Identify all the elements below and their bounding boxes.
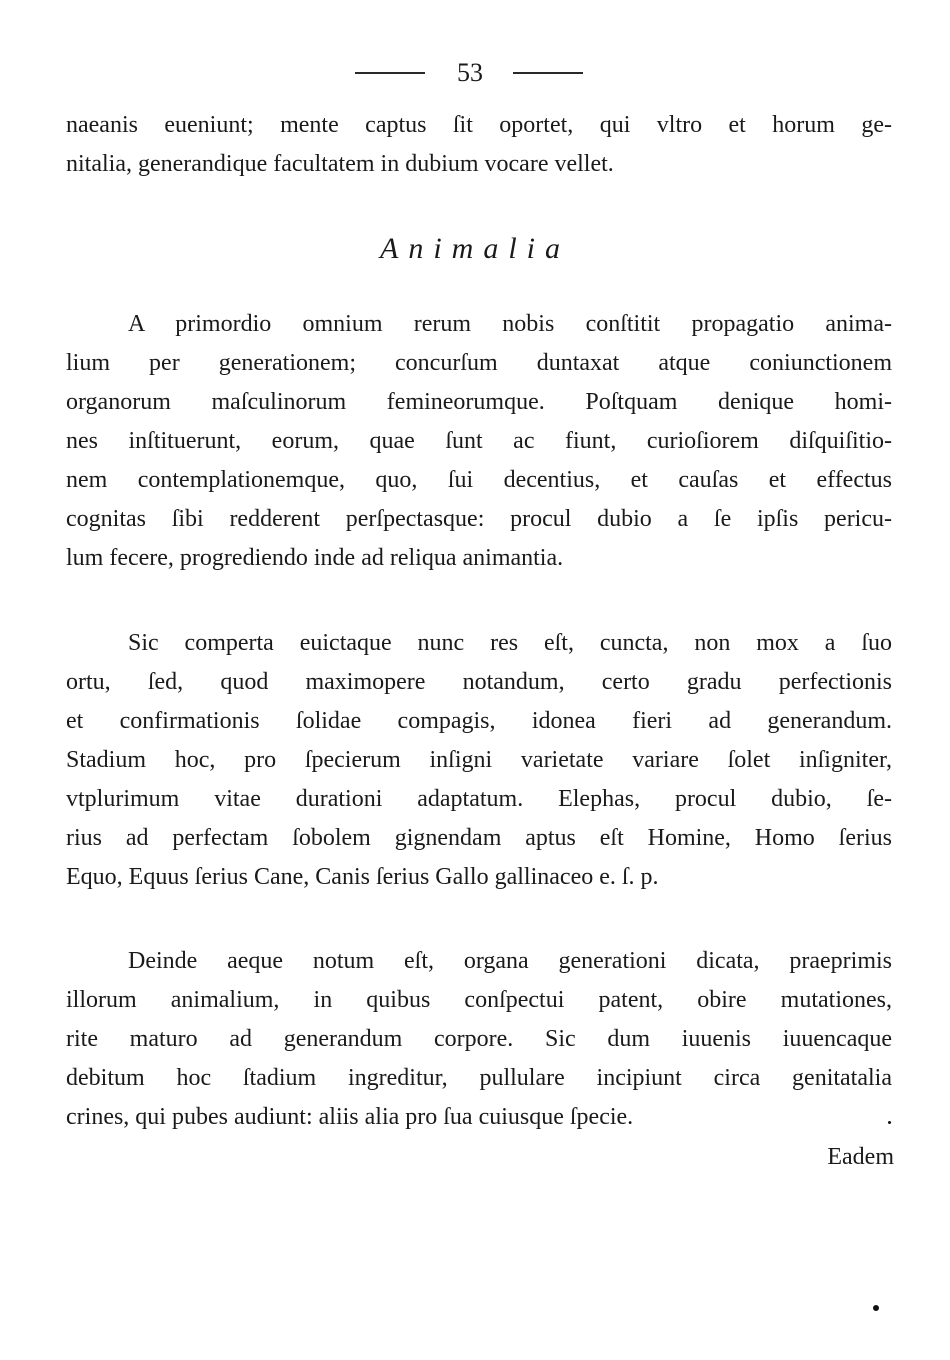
- paragraph-3: [66, 942, 892, 1137]
- text-line: debitum hoc ſtadium ingreditur, pullulare incipiunt circa genitatalia: [66, 1065, 892, 1091]
- text-line: et confirmationis ſolidae compagis, idonea fieri ad generandum.: [66, 708, 892, 734]
- header-rule-right: [513, 72, 583, 74]
- text-line: Sic comperta euictaque nunc res eſt, cuncta, non mox a ſuo: [128, 630, 892, 656]
- text-line: organorum maſculinorum femineorumque. Poſtquam denique homi-: [66, 389, 892, 415]
- text-line: ortu, ſed, quod maximopere notandum, certo gradu perfectionis: [66, 669, 892, 695]
- ink-speck: [888, 1121, 891, 1124]
- text-line: nitalia, generandique facultatem in dubium vocare vellet.: [66, 151, 614, 177]
- text-line: lum fecere, progrediendo inde ad reliqua animantia.: [66, 545, 564, 571]
- text-line: Equo, Equus ſerius Cane, Canis ſerius Gallo gallinaceo e. ſ. p.: [66, 864, 659, 890]
- text-line: vtplurimum vitae durationi adaptatum. Elephas, procul dubio, ſe-: [66, 786, 892, 812]
- paragraph-1: [66, 305, 892, 578]
- text-line: rius ad perfectam ſobolem gignendam aptus eſt Homine, Homo ſerius: [66, 825, 892, 851]
- text-line: cognitas ſibi redderent perſpectasque: procul dubio a ſe ipſis pericu-: [66, 506, 892, 532]
- text-line: naeanis eueniunt; mente captus ſit oportet, qui vltro et horum ge-: [66, 112, 892, 138]
- paragraph-2: [66, 624, 892, 897]
- catchword: Eadem: [827, 1144, 894, 1170]
- text-line: rite maturo ad generandum corpore. Sic dum iuuenis iuuencaque: [66, 1026, 892, 1052]
- text-line: illorum animalium, in quibus conſpectui patent, obire mutationes,: [66, 987, 892, 1013]
- header-rule-left: [355, 72, 425, 74]
- section-heading: Animalia: [380, 232, 570, 265]
- ink-speck: [873, 1305, 879, 1311]
- text-line: nes inſtituerunt, eorum, quae ſunt ac fiunt, curioſiorem diſquiſitio-: [66, 428, 892, 454]
- page-number: 53: [457, 58, 483, 87]
- intro-paragraph: [66, 106, 892, 184]
- text-line: Deinde aeque notum eſt, organa generationi dicata, praeprimis: [128, 948, 892, 974]
- text-line: nem contemplationemque, quo, ſui decentius, et cauſas et effectus: [66, 467, 892, 493]
- text-line: lium per generationem; concurſum duntaxat atque coniunctionem: [66, 350, 892, 376]
- text-line: Stadium hoc, pro ſpecierum inſigni varietate variare ſolet inſigniter,: [66, 747, 892, 773]
- text-line: crines, qui pubes audiunt: aliis alia pro ſua cuiusque ſpecie.: [66, 1104, 634, 1130]
- page-header: [0, 58, 950, 94]
- text-line: A primordio omnium rerum nobis conſtitit propagatio anima-: [128, 311, 892, 337]
